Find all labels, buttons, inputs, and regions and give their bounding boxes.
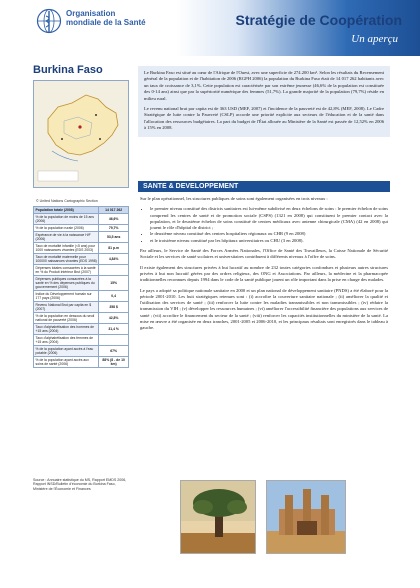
indicator-label: % de la population rurale (2006) (34, 225, 99, 232)
indicator-value: 14 017 262 (99, 207, 129, 214)
table-row (34, 357, 129, 368)
indicator-label: Taux de mortalité maternelle pour 100000 naissances vivantes (EDS 1998) (34, 254, 99, 265)
list-item: • le deuxième niveau constitué des centres hospitaliers régionaux ou CHR (9 en 2008) (150, 231, 388, 237)
indicator-value: 15% (99, 276, 129, 291)
indicator-value: 53,5 ans (99, 232, 129, 243)
indicator-value: 31,4 % (99, 324, 129, 335)
table-row (34, 265, 129, 276)
source-note: Source : Annuaire statistique du MS, Rapport EMDS 2006, Rapport INSD/Bulletin d'économie du Burkina Faso, Ministère de l'Économie et Finances (33, 478, 127, 491)
page-header (0, 0, 420, 58)
organisation-line-2: mondiale de la Santé (66, 18, 146, 27)
indicator-value: 0,4 (99, 291, 129, 302)
indicator-value: 67% (99, 346, 129, 357)
body-paragraph: Le pays a adopté sa politique nationale sanitaire en 2000 et un plan national de développement sanitaire (PNDS) a été élaboré pour la période 2001-2010. Les huit stratégiques retenues sont : (i) accroître la couverture sanitaire nationale ; (ii) améliorer la qualité et l'utilisation des services de santé ; (iii) renforcer la lutte contre les maladies transmissibles et non transmissibles ; (iv) réduire la transmission du VIH ; (v) développer les ressources humaines ; (vi) améliorer l'accessibilité financière des populations aux services de santé ; (vii) accroître le financement du secteur de la santé ; (viii) renforcer les capacités institutionnelles du ministère de la santé. La mise en œuvre a été organisée en deux tranches, 2001-2005 et 2006-2010, et les principaux résultats sont enregistrés dans le tableau à gauche. (140, 287, 388, 331)
indicator-label: Dépenses totales consacrées à la santé en % du Produit Intérieur Brut (2007) (34, 265, 99, 276)
indicator-label: % de la population en dessous du seuil national de pauvreté (2006) (34, 313, 99, 324)
map-caption: © United Nations Cartographic Section (36, 199, 98, 203)
indicator-label: Revenu National Brut par capita en $ (2007) (34, 302, 99, 313)
indicator-value: 4,84% (99, 254, 129, 265)
indicator-value: 88% (8 - de 10 km) (99, 357, 129, 368)
country-map (33, 80, 129, 188)
country-title: Burkina Faso (33, 64, 103, 76)
photo-mosque (266, 480, 346, 554)
indicator-label: Taux d'alphabétisation des hommes de +15 ans (2004) (34, 324, 99, 335)
indicator-label: Dépenses publiques consacrées à la santé en % des dépenses publiques du gouvernement (2006) (34, 276, 99, 291)
indicator-label: % de la population ayant accès à l'eau potable (2006) (34, 346, 99, 357)
list-item: • et le troisième niveau constitué par les hôpitaux universitaires ou CHU (3 en 2008). (150, 238, 388, 244)
intro-paragraph: Le Burkina Faso est situé au cœur de l'Afrique de l'Ouest, avec une superficie de 274.200 km². Selon les résultats du Recensement général de la population et de l'habitation de 2006 (RGPH 2006) la population du Burkina Faso était de 14 017 262 habitants avec un taux de croissance de 3,1%. Cette population est caractérisée par son extrême jeunesse (46,6% de la population est constituée des 0-14 ans) ainsi que par la supériorité numérique des femmes (51,7%). La grande majorité de la population (79,7%) réside en milieu rural. (144, 70, 384, 101)
table-row (34, 254, 129, 265)
indicator-label: Espérance de vie à la naissance H/F (2006) (34, 232, 99, 243)
body-paragraph: Sur le plan opérationnel, les structures publiques de soins sont également organisées en trois niveaux : (140, 196, 328, 201)
section-body (140, 196, 388, 336)
table-row (34, 225, 129, 232)
indicator-value (99, 335, 129, 346)
indicator-label: % de la population de moins de 15 ans (2006) (34, 214, 99, 225)
table-row (34, 346, 129, 357)
indicator-label: Taux d'alphabétisation des femmes de +15 ans (2004) (34, 335, 99, 346)
table-row (34, 232, 129, 243)
table-row (34, 313, 129, 324)
indicator-value: 79,7% (99, 225, 129, 232)
key-indicators-table (33, 206, 129, 368)
table-row (34, 243, 129, 254)
organisation-line-1: Organisation (66, 9, 116, 18)
title-banner (176, 0, 420, 56)
intro-paragraph: Le revenu national brut par capita est de 363 USD (MEF, 2007) et l'incidence de la pauvreté est de 42,8% (MEF, 2008). Le Cadre Stratégique de lutte contre la Pauvreté (CSLP) accorde une priorité explicite aux secteurs de l'éducation et de la santé dans l'allocation des ressources budgétaires. La part du budget de l'État allouée au Ministère de la Santé est passée de 12,52% en 2006 à 15% en 2008. (144, 106, 384, 131)
indicator-value: 46,6% (99, 214, 129, 225)
table-row (34, 276, 129, 291)
table-row (34, 207, 129, 214)
section-heading: SANTE & DEVELOPPEMENT (138, 181, 390, 192)
table-row (34, 324, 129, 335)
indicator-label: Population totale (2008) (34, 207, 99, 214)
indicator-label: % de la population ayant accès aux soins de santé (2006) (34, 357, 99, 368)
body-paragraph: Par ailleurs, le Service de Santé des Forces Armées Nationales, l'Office de Santé des Travailleurs, la Caisse Nationale de Sécurité Sociale et les services de santé scolaires et universitaires contribuent à différents niveaux à l'offre de soins. (140, 248, 388, 260)
indicator-value: 81 p.m (99, 243, 129, 254)
document-title: Stratégie de Coopération (235, 12, 402, 28)
indicator-value (99, 265, 129, 276)
health-levels-list (150, 206, 388, 244)
indicator-value: 42,8% (99, 313, 129, 324)
table-row (34, 291, 129, 302)
organisation-name (66, 9, 146, 27)
mosque-photo-icon (267, 481, 346, 554)
body-paragraph: Il existe également des structures privées à but lucratif au nombre de 232 toutes catégories confondues et plusieurs autres structures privées à but non lucratif gérées par des ordres religieux, des ONG et Associations. Par ailleurs, la médecine et la pharmacopée traditionnelles reconnues depuis 1994 dans le code de la santé publique jouent un rôle important dans la prise en charge des malades. (140, 264, 388, 283)
indicator-value: 358 $ (99, 302, 129, 313)
photo-baobab (180, 480, 256, 554)
document-subtitle: Un aperçu (351, 33, 398, 45)
indicator-label: Indice du Développement humain sur 177 pays (2006) (34, 291, 99, 302)
baobab-photo-icon (181, 481, 256, 554)
who-emblem-icon (36, 8, 62, 34)
table-row (34, 302, 129, 313)
list-item: • le premier niveau constitué des districts sanitaires est lui-même subdivisé en deux échelons de soins : le premier échelon de soins comprend les centres de santé et de promotion sociale (CSPS) (1321 en 2008) qui constituent le premier contact avec la population, et le deuxième échelon de soins constitué de centres médicaux avec antenne chirurgicale (CMA) (42 en 2008) qui jouent le rôle d'hôpital de district ; (150, 206, 388, 231)
intro-box (138, 66, 390, 137)
burkina-map-icon (34, 81, 128, 187)
table-row (34, 335, 129, 346)
table-row (34, 214, 129, 225)
indicator-label: Taux de mortalité infantile (<5 ans) pour 1000 naissances vivantes (EDS 2003) (34, 243, 99, 254)
